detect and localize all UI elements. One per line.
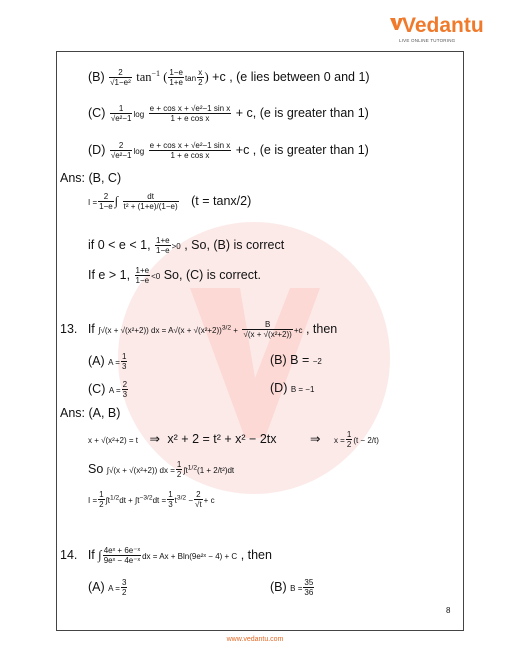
integral-definition: I = $\frac{2}{1-e}$ ∫ $\frac{dt}{\text{t² + (1+e)/(1−e)}}$ (t = tanx/2) xyxy=(88,192,252,211)
brand-tagline: LIVE ONLINE TUTORING xyxy=(399,38,456,43)
q13-option-d: (D) B = −1 xyxy=(270,381,315,395)
q14-option-a: (A) A = $\frac{3}{2}$ xyxy=(88,578,127,597)
question-13: 13. If ∫√(x + √(x²+2)) dx = $A√(x + √(x^2+2))^{3/2}$ + $\frac{B}{\text{√(x + √(x²+2))}}$ +c , then xyxy=(60,320,338,339)
option-c-row: (C) $\frac{1}{\text{√e²−1}}$ log $\frac{\text{e + cos x + √e²−1 sin x}}{\text{1 + e cos x}}$ + c, (e is greater than 1) xyxy=(88,104,369,123)
question-14: 14. If ∫ $\frac{\text{4eˣ + 6e⁻ˣ}}{\text{9eˣ − 4e⁻ˣ}}$ dx = Ax + Bln(9e²ˣ − 4) + C , then xyxy=(60,546,272,565)
q13-option-c: (C) A = $\frac{2}{3}$ xyxy=(88,380,128,399)
case-2: If e > 1, $\frac{1+e}{1-e}$ <0 So, (C) is correct. xyxy=(88,266,261,285)
q13-option-b: (B) B = −2 xyxy=(270,353,322,367)
substitution-row: x + √(x²+2) = t ⇒ x² + 2 = t² + x² − 2tx ⇒ x = $\frac{1}{2}$ (t − 2/t) xyxy=(88,430,379,449)
q13-option-a: (A) A = $\frac{1}{3}$ xyxy=(88,352,127,371)
brand-name: Vedantu xyxy=(402,14,484,37)
page-number: 8 xyxy=(446,606,451,615)
option-b-row: (B) $\frac{2}{\text{√1−e²}}$ $\tan^{-1}$ ( $\frac{1-e}{1+e}$ tan $\frac{x}{2}$ ) +c , (e lies between 0 and 1) xyxy=(88,68,370,88)
answer-2: Ans: (A, B) xyxy=(60,406,121,420)
footer-url[interactable]: www.vedantu.com xyxy=(226,636,284,643)
option-d-row: (D) $\frac{2}{\text{√e²−1}}$ log $\frac{\text{e + cos x + √e²−1 sin x}}{\text{1 + e cos x}}$ +c , (e is greater than 1) xyxy=(88,141,369,160)
q14-option-b: (B) B = $\frac{35}{36}$ xyxy=(270,578,314,597)
result-row: I = $\frac{1}{2}$ $\int t^{1/2}dt + \int t^{-3/2}dt$ = $\frac{1}{3}$ $t^{3/2}$ − $\frac{2}{√t}$ + c xyxy=(88,490,215,509)
case-1: if 0 < e < 1, $\frac{1+e}{1-e}$ >0 , So, (B) is correct xyxy=(88,236,285,255)
brand-logo xyxy=(390,14,484,46)
answer-1: Ans: (B, C) xyxy=(60,171,122,185)
so-row: So ∫√(x + √(x²+2)) dx = $\frac{1}{2}$ $\int t^{1/2}(1 + 2/t^2)dt$ xyxy=(88,460,235,479)
page-frame xyxy=(56,51,464,631)
